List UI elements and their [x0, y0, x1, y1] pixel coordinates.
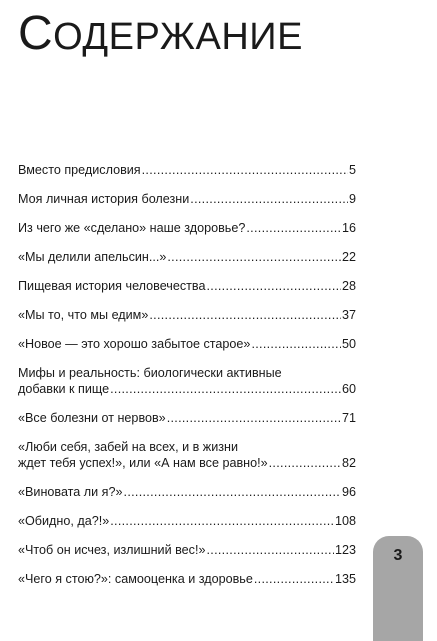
title-first-letter: С [18, 7, 54, 60]
page-title [18, 7, 303, 60]
toc-page-number: 60 [341, 382, 356, 396]
toc-entry[interactable] [18, 439, 356, 471]
toc-entry-line [18, 410, 356, 426]
toc-entry[interactable] [18, 513, 356, 529]
toc-entry-line [18, 571, 356, 587]
toc-entry-title: Моя личная история болезни [18, 192, 190, 206]
toc-entry-line [18, 542, 356, 558]
toc-entry-line [18, 307, 356, 323]
toc-leader-dots [269, 455, 341, 471]
toc-entry-line [18, 249, 356, 265]
toc-entry[interactable] [18, 220, 356, 236]
toc-leader-dots [167, 249, 341, 265]
title-rest: ОДЕРЖАНИЕ [53, 16, 303, 58]
toc-entry-line [18, 513, 356, 529]
toc-entry[interactable] [18, 249, 356, 265]
toc-page-number: 22 [341, 250, 356, 264]
toc-entry-line [18, 455, 356, 471]
toc-leader-dots [206, 542, 334, 558]
toc-entry-title: «Чтоб он исчез, излишний вес!» [18, 543, 206, 557]
toc-page-number: 82 [341, 456, 356, 470]
toc-entry-line [18, 336, 356, 352]
toc-page-number: 123 [334, 543, 356, 557]
toc-page-number: 108 [334, 514, 356, 528]
toc-leader-dots [251, 336, 341, 352]
toc-leader-dots [246, 220, 341, 236]
toc-entry[interactable] [18, 307, 356, 323]
toc-entry-title: «Все болезни от нервов» [18, 411, 166, 425]
toc-entry-title: Пищевая история человечества [18, 279, 206, 293]
toc-entry-title: «Мы то, что мы едим» [18, 308, 149, 322]
toc-leader-dots [142, 162, 348, 178]
toc-entry-title: Из чего же «сделано» наше здоровье? [18, 221, 246, 235]
toc-entry-line [18, 220, 356, 236]
toc-leader-dots [110, 513, 334, 529]
toc-leader-dots [110, 381, 341, 397]
toc-entry-line [18, 365, 356, 381]
toc-entry[interactable] [18, 191, 356, 207]
toc-entry-line [18, 484, 356, 500]
toc-entry-title: «Мы делили апельсин...» [18, 250, 167, 264]
toc-leader-dots [167, 410, 341, 426]
toc-entry[interactable] [18, 542, 356, 558]
toc-page-number: 16 [341, 221, 356, 235]
toc-page-number: 5 [348, 163, 356, 177]
toc-entry[interactable] [18, 410, 356, 426]
toc-leader-dots [254, 571, 334, 587]
toc-entry-title: «Новое — это хорошо забытое старое» [18, 337, 251, 351]
toc-page-number: 96 [341, 485, 356, 499]
toc-entry[interactable] [18, 571, 356, 587]
toc-entry-title: «Люби себя, забей на всех, и в жизни [18, 440, 239, 454]
toc-entry-title: «Обидно, да?!» [18, 514, 110, 528]
toc-page-number: 37 [341, 308, 356, 322]
toc-leader-dots [124, 484, 341, 500]
toc-leader-dots [206, 278, 341, 294]
toc-entry-line [18, 381, 356, 397]
toc-page-number: 71 [341, 411, 356, 425]
toc-entry-title: «Виновата ли я?» [18, 485, 123, 499]
toc-entry-line [18, 439, 356, 455]
toc-entry-line [18, 278, 356, 294]
toc-entry-title: добавки к пище [18, 382, 110, 396]
toc-entry-line [18, 162, 356, 178]
table-of-contents [18, 162, 356, 600]
page-number-tab [373, 536, 423, 641]
toc-entry-line [18, 191, 356, 207]
toc-entry[interactable] [18, 484, 356, 500]
toc-entry[interactable] [18, 365, 356, 397]
toc-page-number: 50 [341, 337, 356, 351]
toc-entry-title: «Чего я стою?»: самооценка и здоровье [18, 572, 253, 586]
toc-page-number: 9 [348, 192, 356, 206]
toc-leader-dots [149, 307, 341, 323]
toc-entry-title: Мифы и реальность: биологически активные [18, 366, 282, 380]
toc-entry[interactable] [18, 336, 356, 352]
toc-entry-title: Вместо предисловия [18, 163, 141, 177]
toc-entry[interactable] [18, 278, 356, 294]
toc-entry-title: ждет тебя успех!», или «А нам все равно!» [18, 456, 268, 470]
toc-entry[interactable] [18, 162, 356, 178]
toc-page-number: 135 [334, 572, 356, 586]
page-number: 3 [393, 547, 403, 564]
toc-leader-dots [190, 191, 348, 207]
toc-page-number: 28 [341, 279, 356, 293]
